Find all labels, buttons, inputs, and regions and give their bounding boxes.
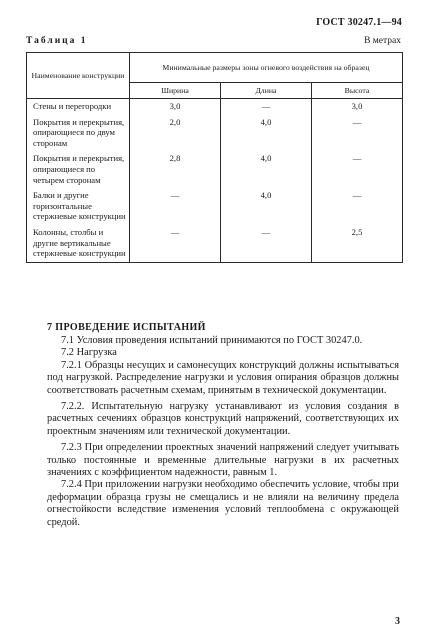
cell-length: 4,0 [221, 115, 312, 152]
standard-header: ГОСТ 30247.1—94 [316, 17, 402, 28]
cell-height: — [312, 188, 403, 225]
column-header-length: Длина [221, 83, 312, 99]
paragraph-7-2-1: 7.2.1 Образцы несущих и самонесущих конструкций должны испытываться под нагрузкой. Распределение нагрузки и условия опирания образцов должны соответствовать расчетным схемам, принятым в технической документации. [47, 359, 399, 396]
cell-width: — [130, 225, 221, 262]
table-row [27, 188, 403, 225]
column-group-header: Минимальные размеры зоны огневого воздействия на образец [130, 53, 403, 83]
cell-width: 2,0 [130, 115, 221, 152]
paragraph-7-1: 7.1 Условия проведения испытаний принимаются по ГОСТ 30247.0. [61, 335, 363, 346]
row-name: Колонны, столбы и другие вертикальные стержневые конструкции [27, 225, 130, 262]
section-title: 7 ПРОВЕДЕНИЕ ИСПЫТАНИЙ [47, 322, 206, 333]
cell-height: — [312, 151, 403, 188]
cell-length: — [221, 99, 312, 115]
paragraph-7-2-3: 7.2.3 При определении проектных значений напряжений следует учитывать только постоянные и временные длительные нагрузки в их расчетных значениях с коэффициентом надежности, равным 1. [47, 442, 399, 479]
table-row [27, 151, 403, 188]
paragraph-7-2-2: 7.2.2. Испытательную нагрузку устанавливают из условия создания в расчетных сечениях образцов конструкций напряжений, соответствующих их проектным значениям или технической документации. [47, 401, 399, 437]
row-name: Стены и перегородки [27, 99, 130, 115]
row-name: Покрытия и перекрытия, опирающиеся по четырем сторонам [27, 151, 130, 188]
row-name: Балки и другие горизонтальные стержневые конструкции [27, 188, 130, 225]
row-name: Покрытия и перекрытия, опирающиеся по двум сторонам [27, 115, 130, 152]
table-row [27, 225, 403, 262]
column-header-height: Высота [312, 83, 403, 99]
cell-width: 3,0 [130, 99, 221, 115]
cell-height: 2,5 [312, 225, 403, 262]
cell-height: 3,0 [312, 99, 403, 115]
column-header-name: Наименование конструкции [27, 53, 130, 99]
cell-width: — [130, 188, 221, 225]
cell-height: — [312, 115, 403, 152]
cell-length: 4,0 [221, 151, 312, 188]
page-number: 3 [395, 616, 400, 627]
dimensions-table [26, 52, 403, 263]
subsection-title-7-2: 7.2 Нагрузка [61, 347, 117, 359]
section-body [47, 335, 399, 529]
cell-length: 4,0 [221, 188, 312, 225]
table-row [27, 99, 403, 115]
column-header-width: Ширина [130, 83, 221, 99]
table-units: В метрах [364, 36, 401, 46]
cell-length: — [221, 225, 312, 262]
table-caption: Таблица 1 [26, 36, 88, 46]
cell-width: 2,8 [130, 151, 221, 188]
paragraph-7-2-4: 7.2.4 При приложении нагрузки необходимо обеспечить условие, чтобы при деформации образца грузы не смещались и не влияли на величину предела огнестойкости вследствие изменения условий теплообмена с окружающей средой. [47, 479, 399, 528]
table-row [27, 115, 403, 152]
